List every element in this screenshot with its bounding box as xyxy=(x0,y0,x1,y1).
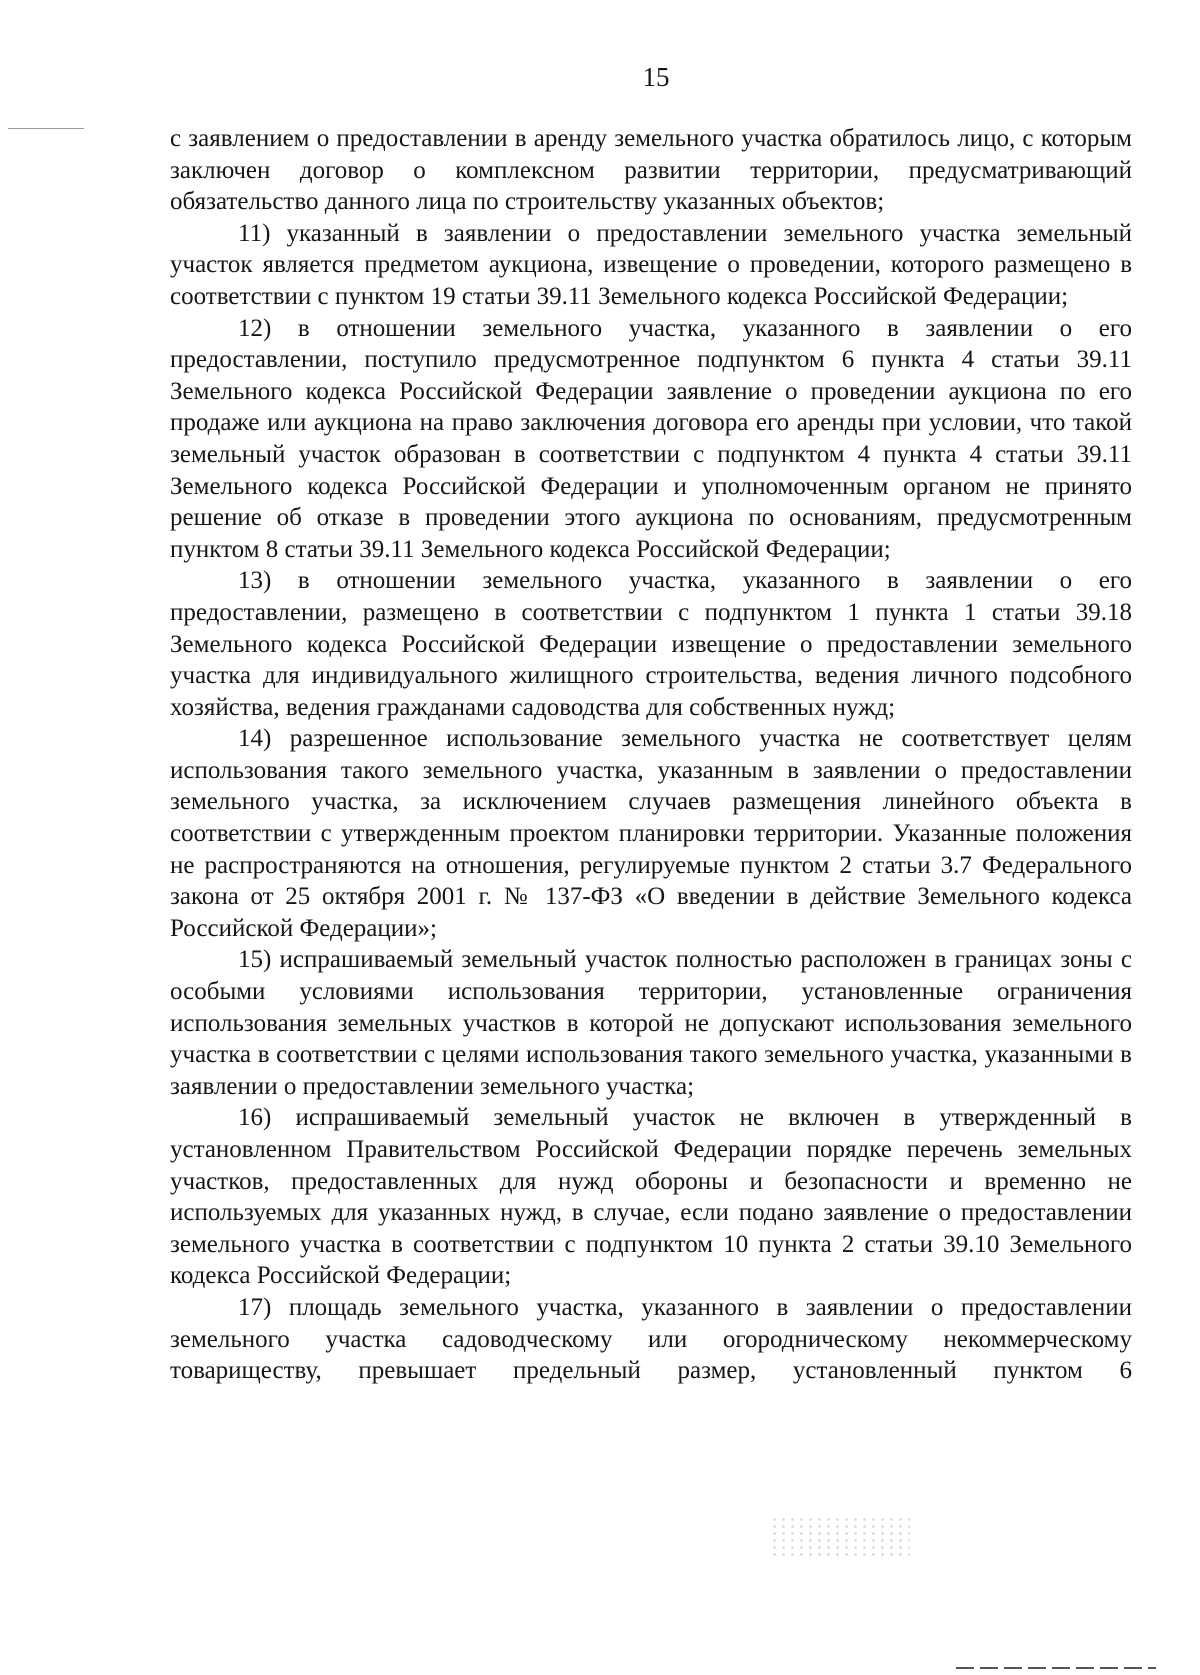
scan-artifact-dots xyxy=(770,1516,910,1556)
scan-artifact-bottom-line xyxy=(956,1667,1156,1669)
paragraph-item-17: 17) площадь земельного участка, указанного в заявлении о предоставлении земельного участка садоводческому или огородническому некоммерческому товариществу, превышает предельный размер, установленный пунктом 6 xyxy=(170,1293,1132,1385)
page-number: 15 xyxy=(642,62,670,92)
scan-artifact-line xyxy=(8,128,84,129)
paragraph-item-11: 11) указанный в заявлении о предоставлении земельного участка земельный участок является предметом аукциона, извещение о проведении, которого размещено в соответствии с пунктом 19 статьи 39.11 Земельного кодекса Российской Федерации; xyxy=(170,219,1132,310)
paragraph-item-15: 15) испрашиваемый земельный участок полностью расположен в границах зоны с особыми условиями использования территории, установленные ограничения использования земельных участков в которой не допускают использования земельного участка в соответствии с целями использования такого земельного участка, указанными в заявлении о предоставлении земельного участка; xyxy=(170,946,1132,1100)
paragraph-continuation: с заявлением о предоставлении в аренду земельного участка обратилось лицо, с которым заключен договор о комплексном развитии территории, предусматривающий обязательство данного лица по строительству указанных объектов; xyxy=(170,125,1132,216)
paragraph-item-12: 12) в отношении земельного участка, указанного в заявлении о его предоставлении, поступило предусмотренное подпунктом 6 пункта 4 статьи 39.11 Земельного кодекса Российской Федерации заявление о проведении аукциона по его продаже или аукциона на право заключения договора его аренды при условии, что такой земельный участок образован в соответствии с подпунктом 4 пункта 4 статьи 39.11 Земельного кодекса Российской Федерации и уполномоченным органом не принято решение об отказе в проведении этого аукциона по основаниям, предусмотренным пунктом 8 статьи 39.11 Земельного кодекса Российской Федерации; xyxy=(170,314,1132,563)
paragraph-item-13: 13) в отношении земельного участка, указанного в заявлении о его предоставлении, размещено в соответствии с подпунктом 1 пункта 1 статьи 39.18 Земельного кодекса Российской Федерации извещение о предоставлении земельного участка для индивидуального жилищного строительства, ведения личного подсобного хозяйства, ведения гражданами садоводства для собственных нужд; xyxy=(170,567,1132,721)
paragraph-item-16: 16) испрашиваемый земельный участок не включен в утвержденный в установленном Правительством Российской Федерации порядке перечень земельных участков, предоставленных для нужд обороны и безопасности и временно не используемых для указанных нужд, в случае, если подано заявление о предоставлении земельного участка в соответствии с подпунктом 10 пункта 2 статьи 39.10 Земельного кодекса Российской Федерации; xyxy=(170,1104,1132,1290)
document-body xyxy=(170,123,1132,1387)
paragraph-item-14: 14) разрешенное использование земельного участка не соответствует целям использования такого земельного участка, указанным в заявлении о предоставлении земельного участка, за исключением случаев размещения линейного объекта в соответствии с утвержденным проектом планировки территории. Указанные положения не распространяются на отношения, регулируемые пунктом 2 статьи 3.7 Федерального закона от 25 октября 2001 г. № 137-ФЗ «О введении в действие Земельного кодекса Российской Федерации»; xyxy=(170,725,1132,942)
